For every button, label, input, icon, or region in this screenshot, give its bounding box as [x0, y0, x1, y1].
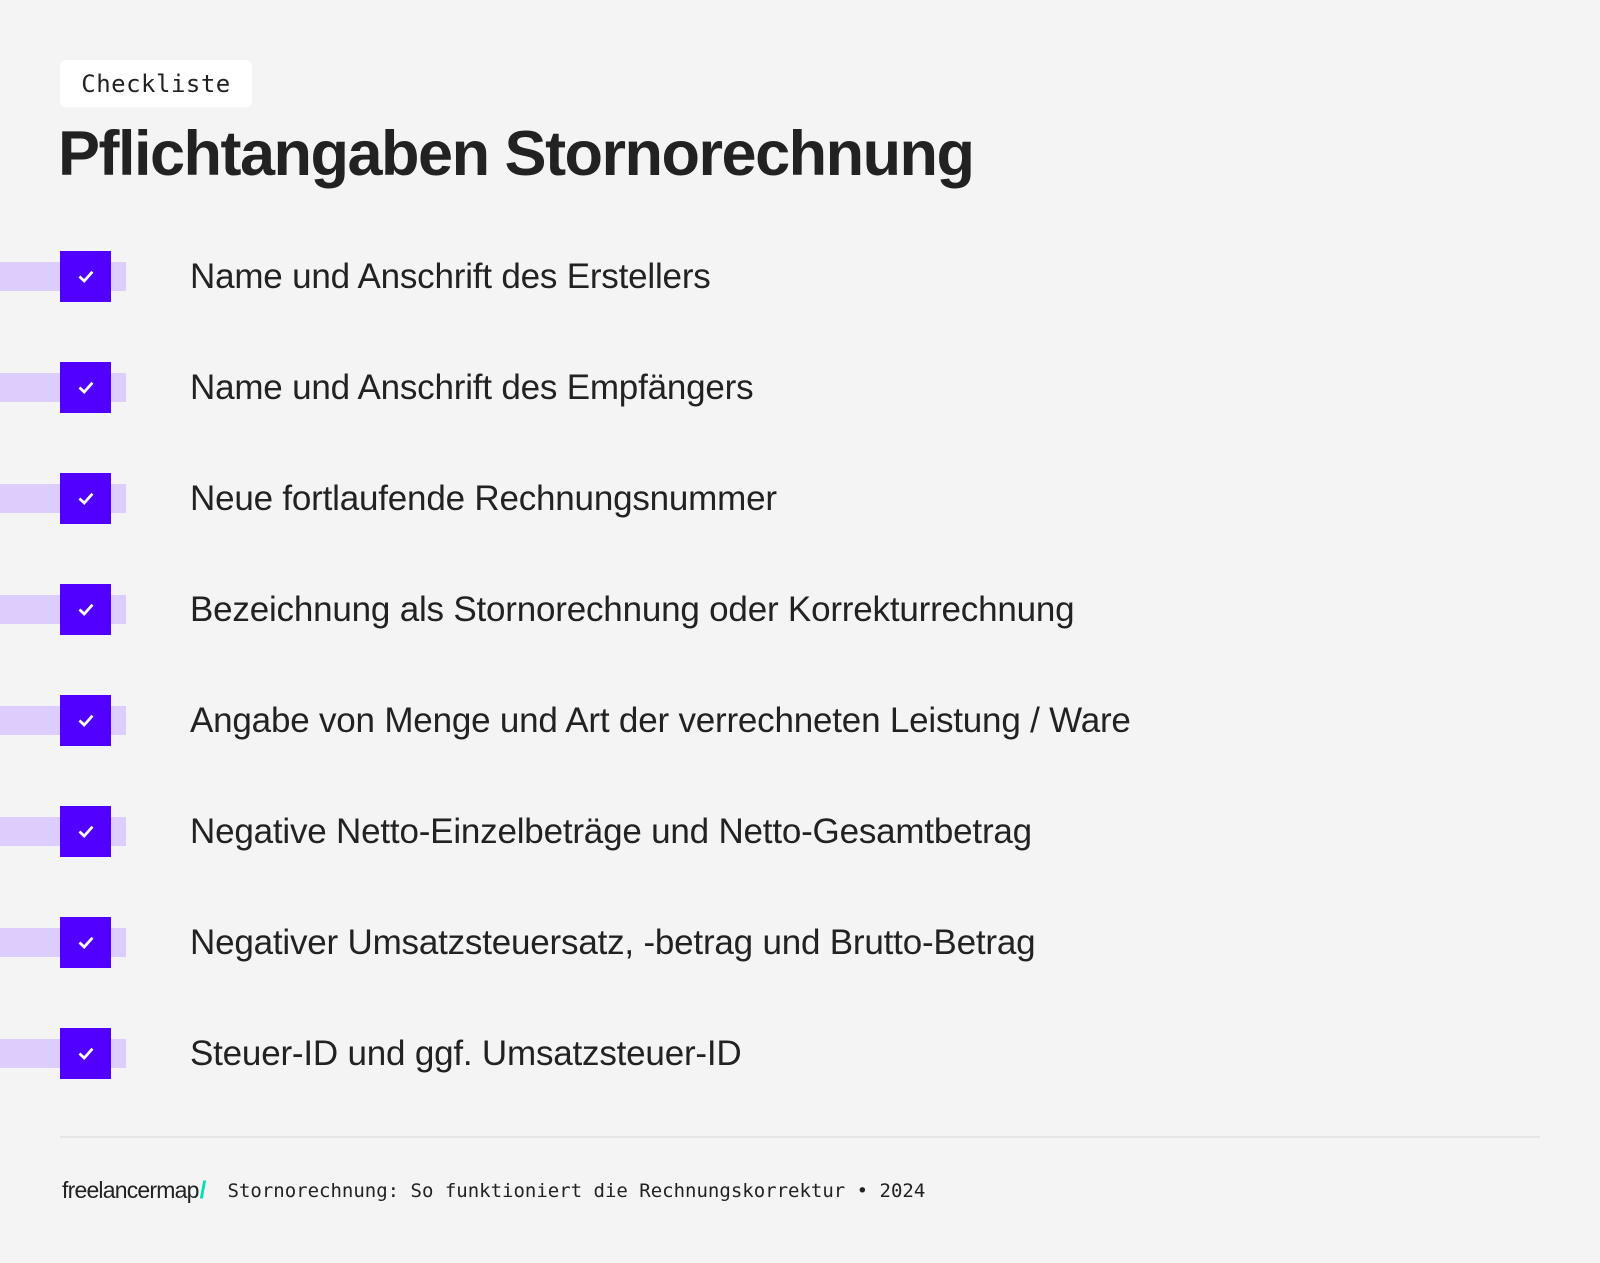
checklist-item-label: Negativer Umsatzsteuersatz, -betrag und Brutto-Betrag [190, 923, 1036, 962]
checkbox[interactable] [60, 473, 111, 524]
checklist-item [0, 1028, 1400, 1079]
checklist-item [0, 362, 1400, 413]
checklist-item [0, 251, 1400, 302]
checklist-item-label: Name und Anschrift des Empfängers [190, 368, 754, 407]
checklist-item [0, 584, 1400, 635]
checkbox[interactable] [60, 251, 111, 302]
checklist-item [0, 473, 1400, 524]
footer [62, 1176, 925, 1206]
checkbox[interactable] [60, 695, 111, 746]
checklist-item [0, 695, 1400, 746]
check-icon [78, 491, 94, 507]
check-icon [78, 1046, 94, 1062]
checkbox[interactable] [60, 584, 111, 635]
checklist-item-label: Angabe von Menge und Art der verrechneten Leistung / Ware [190, 701, 1131, 740]
check-icon [78, 935, 94, 951]
checkbox[interactable] [60, 917, 111, 968]
footer-divider [60, 1136, 1540, 1138]
checklist-item-label: Negative Netto-Einzelbeträge und Netto-Gesamtbetrag [190, 812, 1032, 851]
checklist-item-label: Neue fortlaufende Rechnungsnummer [190, 479, 777, 518]
brand-slash: / [199, 1177, 206, 1204]
brand-name: freelancermap [62, 1177, 199, 1203]
checklist-item [0, 917, 1400, 968]
footer-caption: Stornorechnung: So funktioniert die Rechnungskorrektur • 2024 [227, 1180, 926, 1202]
checkbox[interactable] [60, 1028, 111, 1079]
check-icon [78, 713, 94, 729]
page-title: Pflichtangaben Stornorechnung [58, 119, 974, 189]
check-icon [78, 824, 94, 840]
brand-logo [62, 1177, 206, 1205]
checklist-item-label: Name und Anschrift des Erstellers [190, 257, 711, 296]
check-icon [78, 602, 94, 618]
checklist-badge: Checkliste [60, 60, 252, 107]
checklist-item [0, 806, 1400, 857]
check-icon [78, 380, 94, 396]
checklist-item-label: Bezeichnung als Stornorechnung oder Korrekturrechnung [190, 590, 1075, 629]
check-icon [78, 269, 94, 285]
checkbox[interactable] [60, 806, 111, 857]
checklist-item-label: Steuer-ID und ggf. Umsatzsteuer-ID [190, 1034, 742, 1073]
checkbox[interactable] [60, 362, 111, 413]
